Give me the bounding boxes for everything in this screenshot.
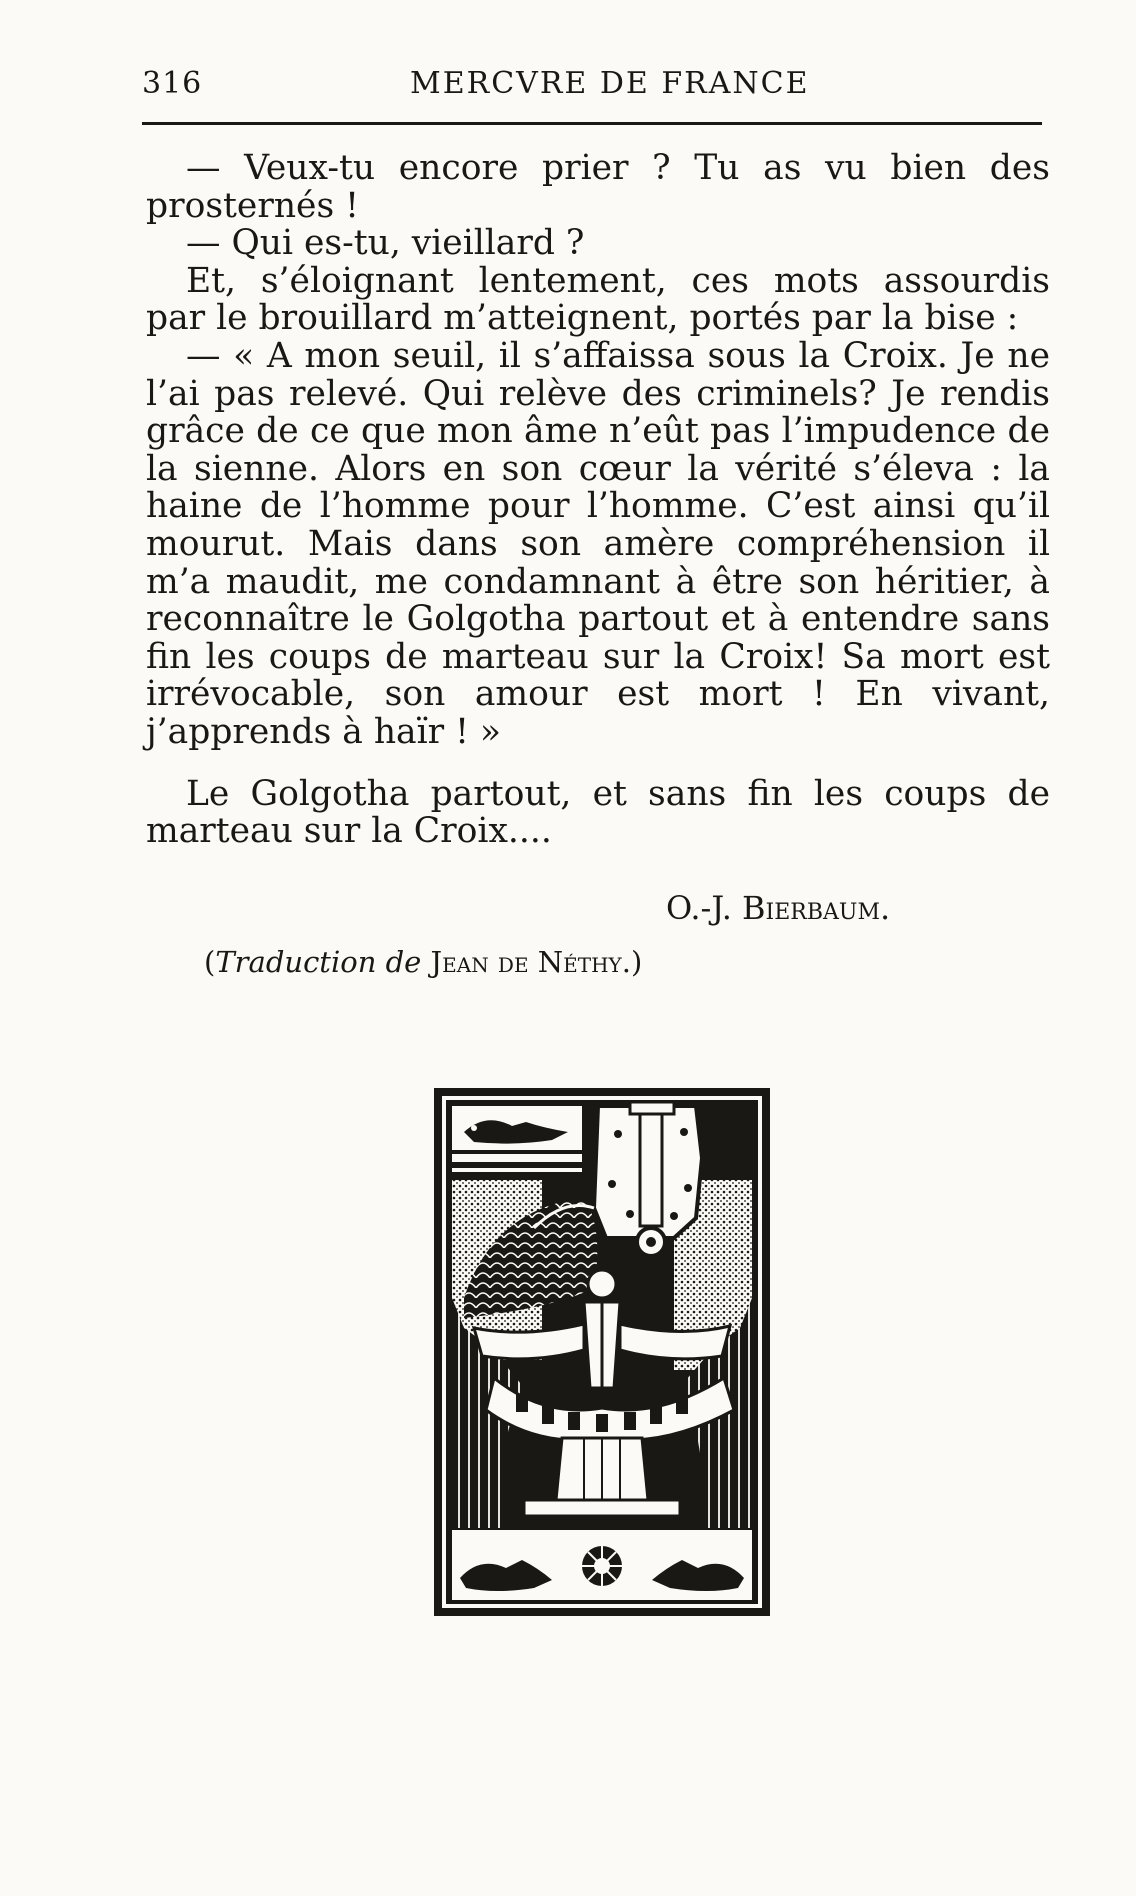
credit-open-paren: ( <box>204 945 216 979</box>
credit-close-paren: .) <box>621 945 643 979</box>
text-block <box>146 150 1050 851</box>
paragraph-question: — Veux-tu encore prier ? Tu as vu bien des prosternés ! <box>146 148 1050 226</box>
journal-title: MERCVRE DE FRANCE <box>410 66 810 101</box>
credit-label: Traduction de <box>215 945 422 979</box>
header-rule <box>142 122 1042 125</box>
paragraph-old-man-speech: — « A mon seuil, il s’affaissa sous la Croix. Je ne l’ai pas relevé. Qui relève des criminels? Je rendis grâce de ce que mon âme n’eût pas l’impudence de la sienne. Alors en son cœur la vérité s’éleva : la haine de l’homme pour l’homme. C’est ainsi qu’il mourut. Mais dans son amère compréhension il m’a maudit, me condamnant à être son héritier, à reconnaître le Golgotha partout et à entendre sans fin les coups de marteau sur la Croix! Sa mort est irrévocable, son amour est mort ! En vivant, j’apprends à haïr ! » <box>146 335 1050 752</box>
woodcut-vignette-icon <box>434 1088 770 1616</box>
translator-name: Jean de Néthy <box>430 945 622 979</box>
paragraph-narration: Et, s’éloignant lentement, ces mots assourdis par le brouillard m’atteignent, portés par la bise : <box>146 260 1050 339</box>
translation-credit <box>204 942 642 982</box>
running-head <box>142 64 1042 104</box>
paragraph-closing: Le Golgotha partout, et sans fin les coups de marteau sur la Croix.... <box>146 773 1050 852</box>
author-signature: O.-J. Bierbaum. <box>666 889 891 927</box>
paragraph-who-are-you: — Qui es-tu, vieillard ? <box>186 223 585 264</box>
page-number: 316 <box>142 66 203 101</box>
